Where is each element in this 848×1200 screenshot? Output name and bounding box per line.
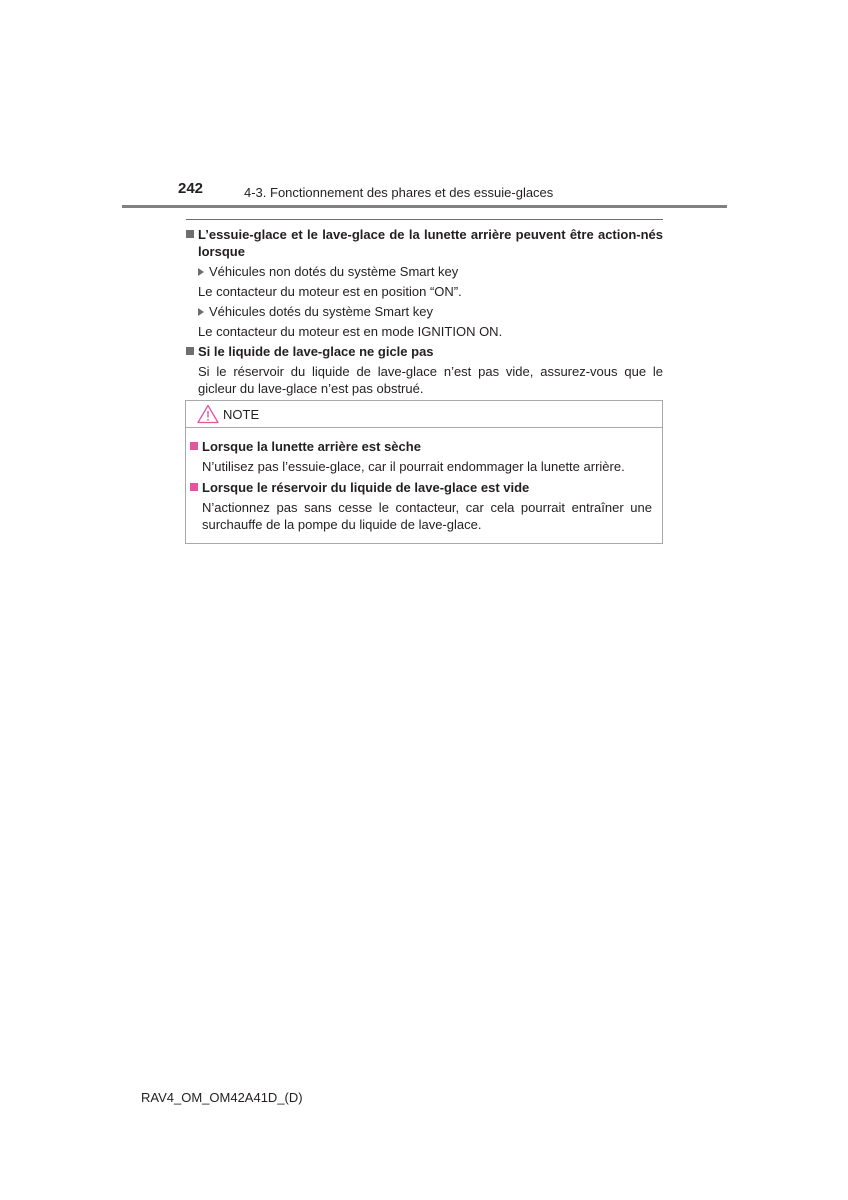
list-item-label: Véhicules non dotés du système Smart key xyxy=(209,264,459,279)
list-item xyxy=(186,263,663,280)
footer-doc-code: RAV4_OM_OM42A41D_(D) xyxy=(141,1090,303,1105)
paragraph: Si le réservoir du liquide de lave-glace n’est pas vide, assurez-vous que le gicleur du lave-glace n’est pas obstrué. xyxy=(198,364,663,396)
heading-text: Lorsque le réservoir du liquide de lave-glace est vide xyxy=(202,480,530,495)
section-heading xyxy=(186,343,663,360)
square-bullet-icon xyxy=(186,347,194,355)
note-box xyxy=(185,400,663,544)
heading-text: Si le liquide de lave-glace ne gicle pas xyxy=(198,344,434,359)
section-title: 4-3. Fonctionnement des phares et des essuie-glaces xyxy=(244,185,554,200)
note-body xyxy=(186,428,662,533)
triangle-bullet-icon xyxy=(198,308,204,316)
paragraph: N’utilisez pas l’essuie-glace, car il pourrait endommager la lunette arrière. xyxy=(202,459,625,474)
note-label: NOTE xyxy=(223,406,260,422)
note-heading xyxy=(190,438,652,455)
header-rule xyxy=(122,205,727,208)
page-number: 242 xyxy=(178,180,204,197)
main-content xyxy=(186,226,663,397)
note-header xyxy=(186,401,662,428)
square-bullet-icon xyxy=(190,483,198,491)
paragraph: Le contacteur du moteur est en position “ON”. xyxy=(198,284,462,299)
heading-text: Lorsque la lunette arrière est sèche xyxy=(202,439,421,454)
square-bullet-icon xyxy=(186,230,194,238)
square-bullet-icon xyxy=(190,442,198,450)
list-item xyxy=(186,303,663,320)
paragraph: Le contacteur du moteur est en mode IGNITION ON. xyxy=(198,324,503,339)
note-heading xyxy=(190,479,652,496)
content-rule xyxy=(186,219,663,220)
warning-triangle-icon xyxy=(197,404,219,424)
paragraph: N’actionnez pas sans cesse le contacteur, car cela pourrait entraîner une surchauffe de la pompe du liquide de lave-glace. xyxy=(202,500,652,532)
triangle-bullet-icon xyxy=(198,268,204,276)
list-item-label: Véhicules dotés du système Smart key xyxy=(209,304,433,319)
heading-text: L’essuie-glace et le lave-glace de la lunette arrière peuvent être action-nés lorsque xyxy=(198,227,663,259)
section-heading xyxy=(186,226,663,260)
